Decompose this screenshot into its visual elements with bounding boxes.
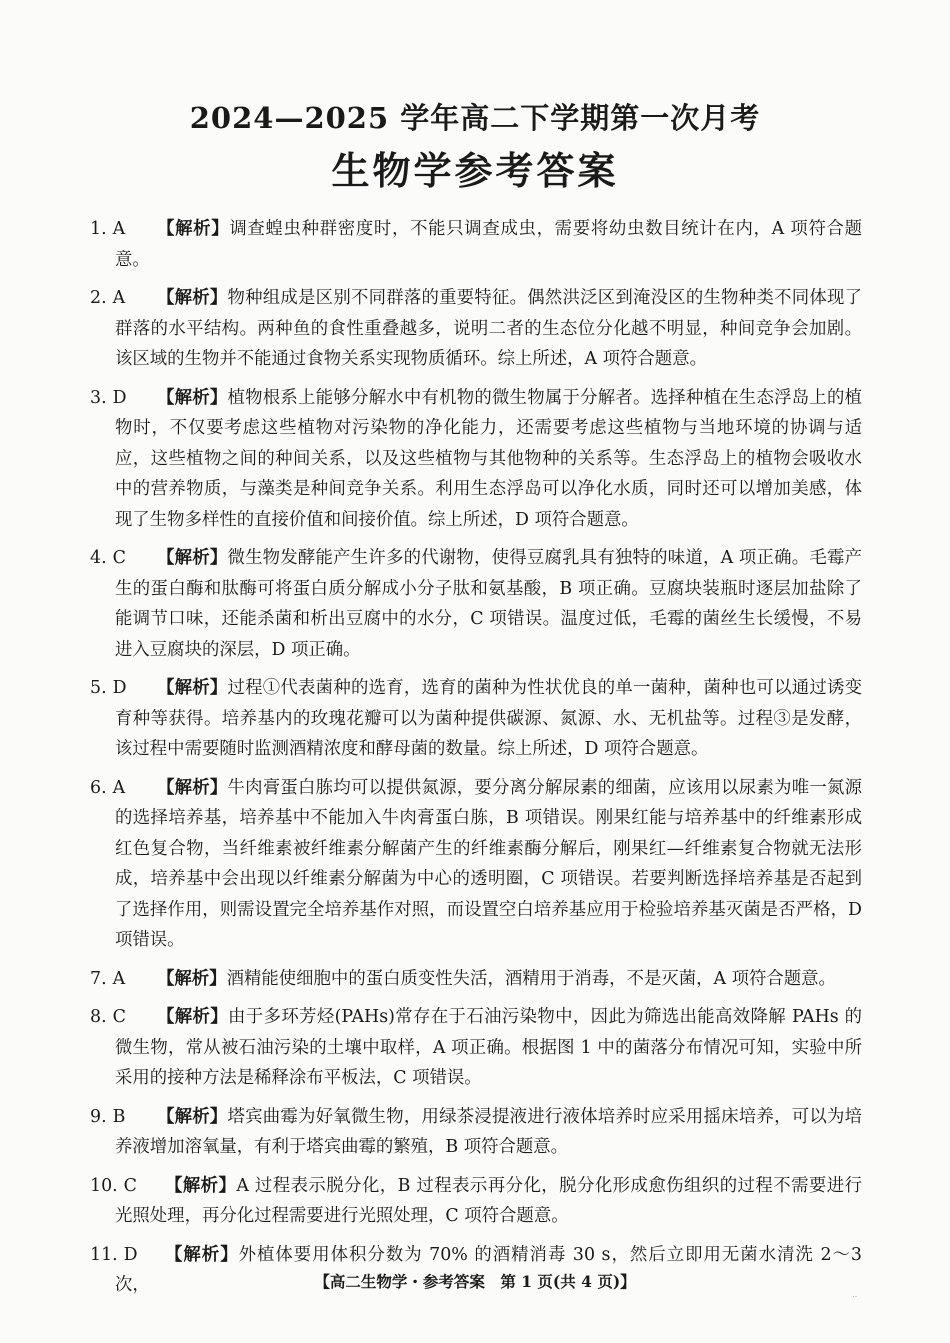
- answer-item-3: [90, 383, 862, 536]
- answer-item-1: [90, 214, 862, 275]
- analysis-tag: 【解析】: [157, 219, 230, 239]
- answer-number: 10. C: [90, 1175, 137, 1196]
- answer-number: 1. A: [90, 219, 126, 239]
- analysis-text: 物种组成是区别不同群落的重要特征。偶然洪泛区到淹没区的生物种类不同体现了群落的水平结构。两种鱼的食性重叠越多，说明二者的生态位分化越不明显，种间竞争会加剧。该区域的生物并不能通过食物关系实现物质循环。综上所述，A 项符合题意。: [115, 288, 862, 369]
- analysis-tag: 【解析】: [157, 777, 228, 798]
- analysis-text: 微生物发酵能产生许多的代谢物，使得豆腐乳具有独特的味道，A 项正确。毛霉产生的蛋白酶和肽酶可将蛋白质分解成小分子肽和氨基酸，B 项正确。豆腐块装瓶时逐层加盐除了能调节口味，还能杀菌和析出豆腐中的水分，C 项错误。温度过低，毛霉的菌丝生长缓慢，不易进入豆腐块的深层，D 项正确。: [115, 548, 862, 660]
- exam-title: 2024—2025 学年高二下学期第一次月考: [189, 101, 761, 135]
- answer-item-6: [90, 773, 862, 956]
- answer-item-2: [90, 283, 862, 375]
- answer-number: 11. D: [90, 1244, 138, 1265]
- answer-number: 7. A: [90, 968, 126, 989]
- answer-number: 6. A: [90, 777, 126, 798]
- answer-item-7: [90, 964, 862, 995]
- analysis-text: 外植体要用体积分数为 70% 的酒精消毒 30 s，然后立即用无菌水清洗 2～3 次，: [115, 1244, 862, 1295]
- answer-item-4: [90, 543, 862, 665]
- answer-item-8: [90, 1002, 862, 1094]
- analysis-tag: 【解析】: [157, 387, 228, 408]
- answer-key-title: 生物学参考答案: [331, 148, 619, 193]
- answer-item-5: [90, 673, 862, 765]
- analysis-text: 植物根系上能够分解水中有机物的微生物属于分解者。选择种植在生态浮岛上的植物时，不仅要考虑这些植物对污染物的净化能力，还需要考虑这些植物与当地环境的协调与适应，这些植物之间的种间关系，以及这些植物与其他物种的关系等。生态浮岛上的植物会吸收水中的营养物质，与藻类是种间竞争关系。利用生态浮岛可以净化水质，同时还可以增加美感，体现了生物多样性的直接价值和间接价值。综上所述，D 项符合题意。: [115, 387, 862, 530]
- analysis-text: 牛肉膏蛋白胨均可以提供氮源，要分离分解尿素的细菌，应该用以尿素为唯一氮源的选择培养基，培养基中不能加入牛肉膏蛋白胨，B 项错误。刚果红能与培养基中的纤维素形成红色复合物，当纤维素被纤维素分解菌产生的纤维素酶分解后，刚果红—纤维素复合物就无法形成，培养基中会出现以纤维素分解菌为中心的透明圈，C 项错误。若要判断选择培养基是否起到了选择作用，则需设置完全培养基作对照，而设置空白培养基应用于检验培养基灭菌是否严格，D 项错误。: [115, 777, 862, 950]
- answer-item-9: [90, 1102, 862, 1163]
- analysis-tag: 【解析】: [157, 288, 228, 308]
- answer-number: 9. B: [90, 1106, 126, 1127]
- answer-number: 2. A: [90, 288, 126, 308]
- analysis-text: A 过程表示脱分化，B 过程表示再分化，脱分化形成愈伤组织的过程不需要进行光照处理，再分化过程需要进行光照处理，C 项符合题意。: [115, 1175, 862, 1226]
- page-footer: 【高二生物学・参考答案 第 1 页(共 4 页)】: [314, 1272, 636, 1291]
- analysis-text: 酒精能使细胞中的蛋白质变性失活，酒精用于消毒，不是灭菌，A 项符合题意。: [226, 968, 836, 989]
- analysis-tag: 【解析】: [165, 1175, 237, 1196]
- answer-item-10: [90, 1171, 862, 1232]
- scan-mark-icon: ‥: [852, 1290, 858, 1299]
- answer-number: 4. C: [90, 548, 126, 568]
- analysis-tag: 【解析】: [157, 968, 227, 989]
- analysis-tag: 【解析】: [157, 548, 228, 568]
- analysis-text: 由于多环芳烃(PAHs)常存在于石油污染物中，因此为筛选出能高效降解 PAHs 的微生物，常从被石油污染的土壤中取样，A 项正确。根据图 1 中的菌落分布情况可知，实验中所采用的接种方法是稀释涂布平板法，C 项错误。: [115, 1007, 862, 1088]
- analysis-text: 塔宾曲霉为好氧微生物，用绿茶浸提液进行液体培养时应采用摇床培养，可以为培养液增加溶氧量，有利于塔宾曲霉的繁殖，B 项符合题意。: [115, 1106, 862, 1157]
- analysis-tag: 【解析】: [157, 1106, 228, 1127]
- analysis-text: 过程①代表菌种的选育，选育的菌种为性状优良的单一菌种，菌种也可以通过诱变育种等获得。培养基内的玫瑰花瓣可以为菌种提供碳源、氮源、水、无机盐等。过程③是发酵，该过程中需要随时监测酒精浓度和酵母菌的数量。综上所述，D 项符合题意。: [115, 678, 862, 759]
- answer-list: [90, 214, 862, 1309]
- analysis-text: 调查蝗虫种群密度时，不能只调查成虫，需要将幼虫数目统计在内，A 项符合题意。: [115, 219, 862, 270]
- answer-number: 3. D: [90, 387, 127, 408]
- analysis-tag: 【解析】: [165, 1244, 239, 1265]
- answer-number: 8. C: [90, 1007, 126, 1027]
- answer-number: 5. D: [90, 678, 127, 698]
- analysis-tag: 【解析】: [157, 678, 228, 698]
- analysis-tag: 【解析】: [157, 1007, 229, 1027]
